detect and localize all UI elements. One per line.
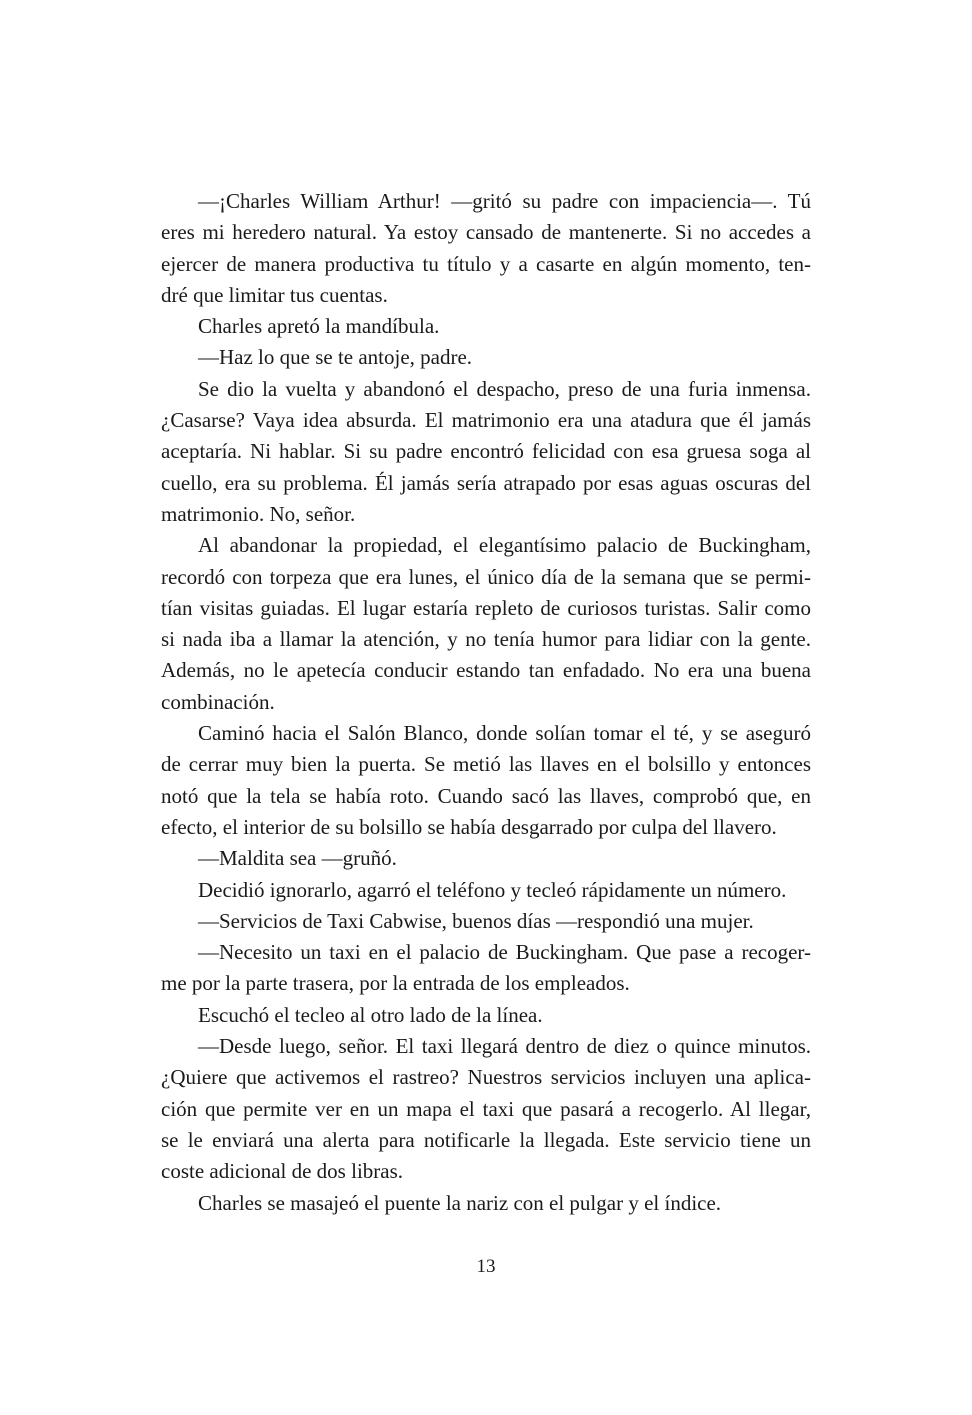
text-line: cuello, era su problema. Él jamás sería atrapado por esas aguas oscuras del (161, 470, 811, 495)
text-line: matrimonio. No, señor. (161, 501, 356, 526)
text-line: eres mi heredero natural. Ya estoy cansado de mantenerte. Si no accedes a (161, 220, 811, 245)
text-line: —¡Charles William Arthur! —gritó su padre con impaciencia—. Tú (198, 189, 811, 213)
text-line: —Maldita sea —gruñó. (198, 846, 397, 871)
text-line: Se dio la vuelta y abandonó el despacho, preso de una furia inmensa. (198, 376, 811, 401)
text-line: ción que permite ver en un mapa el taxi que pasará a recogerlo. Al llegar, (161, 1096, 811, 1121)
text-line: me por la parte trasera, por la entrada de los empleados. (161, 971, 630, 996)
paragraph (161, 311, 811, 342)
paragraph (161, 374, 811, 530)
text-line: se le enviará una alerta para notificarle la llegada. Este servicio tiene un (161, 1127, 811, 1152)
paragraph (161, 530, 811, 718)
text-line: —Desde luego, señor. El taxi llegará dentro de diez o quince minutos. (198, 1034, 811, 1059)
text-line: tían visitas guiadas. El lugar estaría repleto de curiosos turistas. Salir como (161, 595, 811, 620)
text-line: coste adicional de dos libras. (161, 1159, 404, 1184)
paragraph (161, 718, 811, 843)
text-line: dré que limitar tus cuentas. (161, 282, 388, 307)
text-line: si nada iba a llamar la atención, y no tenía humor para lidiar con la gente. (161, 627, 811, 652)
page-number: 13 (476, 1256, 496, 1277)
text-line: ejercer de manera productiva tu título y a casarte en algún momento, ten- (161, 251, 811, 276)
paragraph (161, 186, 811, 311)
text-line: efecto, el interior de su bolsillo se había desgarrado por culpa del llavero. (161, 814, 777, 839)
text-line: de cerrar muy bien la puerta. Se metió las llaves en el bolsillo y entonces (161, 752, 811, 777)
text-line: aceptaría. Ni hablar. Si su padre encontró felicidad con esa gruesa soga al (161, 439, 811, 464)
body-text (161, 186, 811, 1219)
paragraph (161, 875, 811, 906)
paragraph (161, 342, 811, 373)
text-line: Charles se masajeó el puente la nariz con el pulgar y el índice. (198, 1190, 722, 1215)
text-line: notó que la tela se había roto. Cuando sacó las llaves, comprobó que, en (161, 783, 811, 808)
text-line: —Necesito un taxi en el palacio de Buckingham. Que pase a recoger- (198, 940, 811, 965)
text-line: Charles apretó la mandíbula. (198, 314, 440, 339)
text-line: Al abandonar la propiedad, el elegantísimo palacio de Buckingham, (198, 533, 811, 558)
text-line: Decidió ignorarlo, agarró el teléfono y tecleó rápidamente un número. (198, 877, 787, 902)
paragraph (161, 906, 811, 937)
paragraph (161, 843, 811, 874)
text-line: —Servicios de Taxi Cabwise, buenos días —respondió una mujer. (198, 908, 754, 933)
text-line: combinación. (161, 689, 275, 714)
text-line: ¿Casarse? Vaya idea absurda. El matrimonio era una atadura que él jamás (161, 408, 811, 433)
paragraph (161, 1188, 811, 1219)
text-line: ¿Quiere que activemos el rastreo? Nuestros servicios incluyen una aplica- (161, 1065, 811, 1090)
text-line: —Haz lo que se te antoje, padre. (198, 345, 473, 370)
text-line: Caminó hacia el Salón Blanco, donde solían tomar el té, y se aseguró (198, 721, 811, 746)
text-line: Escuchó el tecleo al otro lado de la línea. (198, 1002, 543, 1027)
paragraph (161, 1031, 811, 1187)
paragraph (161, 1000, 811, 1031)
text-line: Además, no le apetecía conducir estando tan enfadado. No era una buena (161, 658, 811, 683)
paragraph (161, 937, 811, 1000)
text-line: recordó con torpeza que era lunes, el único día de la semana que se permi- (161, 564, 811, 589)
